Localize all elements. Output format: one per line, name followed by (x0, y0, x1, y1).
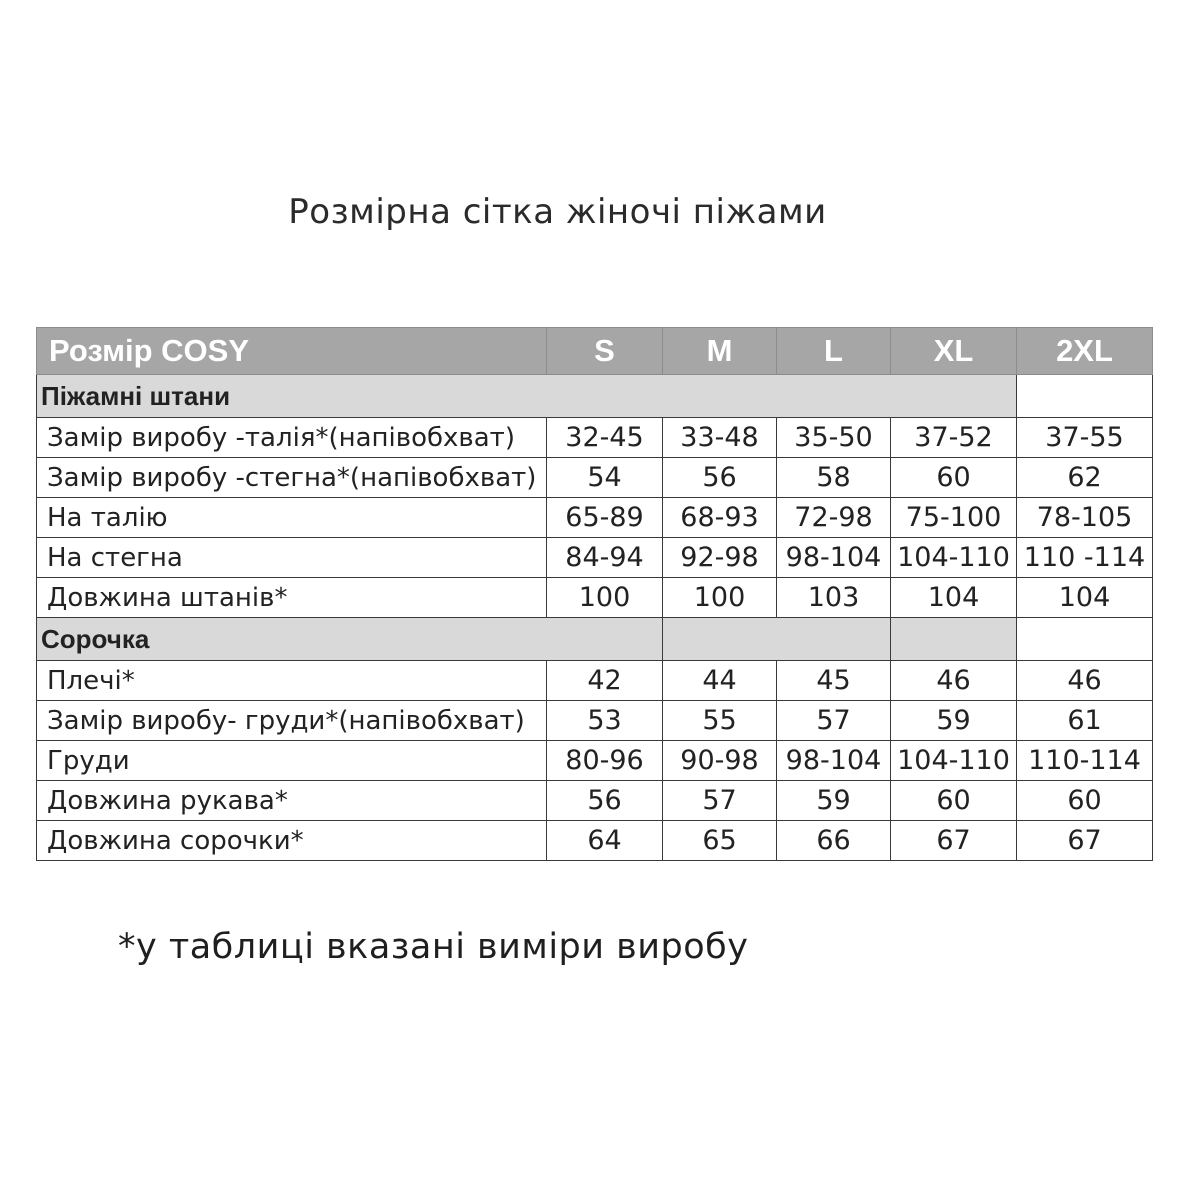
cell-value: 67 (1017, 821, 1153, 861)
cell-value: 75-100 (891, 498, 1017, 538)
section-empty-cell (1017, 618, 1153, 661)
cell-value: 92-98 (663, 538, 777, 578)
row-label: Замір виробу- груди*(напівобхват) (37, 701, 547, 741)
table-row (37, 418, 1153, 458)
cell-value: 57 (777, 701, 891, 741)
cell-value: 90-98 (663, 741, 777, 781)
cell-value: 103 (777, 578, 891, 618)
cell-value: 54 (547, 458, 663, 498)
size-table (36, 327, 1153, 861)
header-size-2xl: 2XL (1017, 328, 1153, 375)
row-label: Довжина штанів* (37, 578, 547, 618)
cell-value: 110 -114 (1017, 538, 1153, 578)
cell-value: 100 (663, 578, 777, 618)
cell-value: 45 (777, 661, 891, 701)
cell-value: 84-94 (547, 538, 663, 578)
row-label: Плечі* (37, 661, 547, 701)
cell-value: 37-55 (1017, 418, 1153, 458)
row-label: Замір виробу -стегна*(напівобхват) (37, 458, 547, 498)
cell-value: 104-110 (891, 741, 1017, 781)
page-title: Розмірна сітка жіночі піжами (288, 192, 827, 232)
cell-value: 56 (547, 781, 663, 821)
cell-value: 61 (1017, 701, 1153, 741)
row-label: Довжина сорочки* (37, 821, 547, 861)
cell-value: 64 (547, 821, 663, 861)
table-row (37, 701, 1153, 741)
cell-value: 66 (777, 821, 891, 861)
table-row (37, 741, 1153, 781)
cell-value: 60 (891, 458, 1017, 498)
cell-value: 32-45 (547, 418, 663, 458)
cell-value: 104 (891, 578, 1017, 618)
row-label: Замір виробу -талія*(напівобхват) (37, 418, 547, 458)
header-size-s: S (547, 328, 663, 375)
table-row (37, 578, 1153, 618)
section-empty-cell (663, 618, 891, 661)
cell-value: 56 (663, 458, 777, 498)
section-row-shirt (37, 618, 1153, 661)
cell-value: 37-52 (891, 418, 1017, 458)
section-empty-cell (891, 618, 1017, 661)
header-size-xl: XL (891, 328, 1017, 375)
cell-value: 59 (777, 781, 891, 821)
table-header-row (37, 328, 1153, 375)
section-title-shirt: Сорочка (37, 618, 663, 661)
cell-value: 98-104 (777, 538, 891, 578)
cell-value: 35-50 (777, 418, 891, 458)
cell-value: 104 (1017, 578, 1153, 618)
table-row (37, 781, 1153, 821)
cell-value: 67 (891, 821, 1017, 861)
cell-value: 65-89 (547, 498, 663, 538)
cell-value: 33-48 (663, 418, 777, 458)
cell-value: 53 (547, 701, 663, 741)
cell-value: 110-114 (1017, 741, 1153, 781)
cell-value: 60 (1017, 781, 1153, 821)
cell-value: 72-98 (777, 498, 891, 538)
row-label: На стегна (37, 538, 547, 578)
cell-value: 42 (547, 661, 663, 701)
cell-value: 68-93 (663, 498, 777, 538)
cell-value: 44 (663, 661, 777, 701)
cell-value: 57 (663, 781, 777, 821)
cell-value: 58 (777, 458, 891, 498)
cell-value: 100 (547, 578, 663, 618)
cell-value: 65 (663, 821, 777, 861)
cell-value: 62 (1017, 458, 1153, 498)
table-row (37, 661, 1153, 701)
header-label: Розмір COSY (37, 328, 547, 375)
footnote: *у таблиці вказані виміри виробу (118, 927, 749, 967)
section-empty-cell (1017, 375, 1153, 418)
table-row (37, 538, 1153, 578)
cell-value: 46 (1017, 661, 1153, 701)
section-title-pants: Піжамні штани (37, 375, 1017, 418)
row-label: На талію (37, 498, 547, 538)
cell-value: 55 (663, 701, 777, 741)
cell-value: 80-96 (547, 741, 663, 781)
section-row-pants (37, 375, 1153, 418)
cell-value: 46 (891, 661, 1017, 701)
cell-value: 59 (891, 701, 1017, 741)
cell-value: 78-105 (1017, 498, 1153, 538)
cell-value: 104-110 (891, 538, 1017, 578)
cell-value: 98-104 (777, 741, 891, 781)
cell-value: 60 (891, 781, 1017, 821)
header-size-l: L (777, 328, 891, 375)
row-label: Довжина рукава* (37, 781, 547, 821)
header-size-m: M (663, 328, 777, 375)
table-row (37, 821, 1153, 861)
table-row (37, 458, 1153, 498)
row-label: Груди (37, 741, 547, 781)
table-row (37, 498, 1153, 538)
